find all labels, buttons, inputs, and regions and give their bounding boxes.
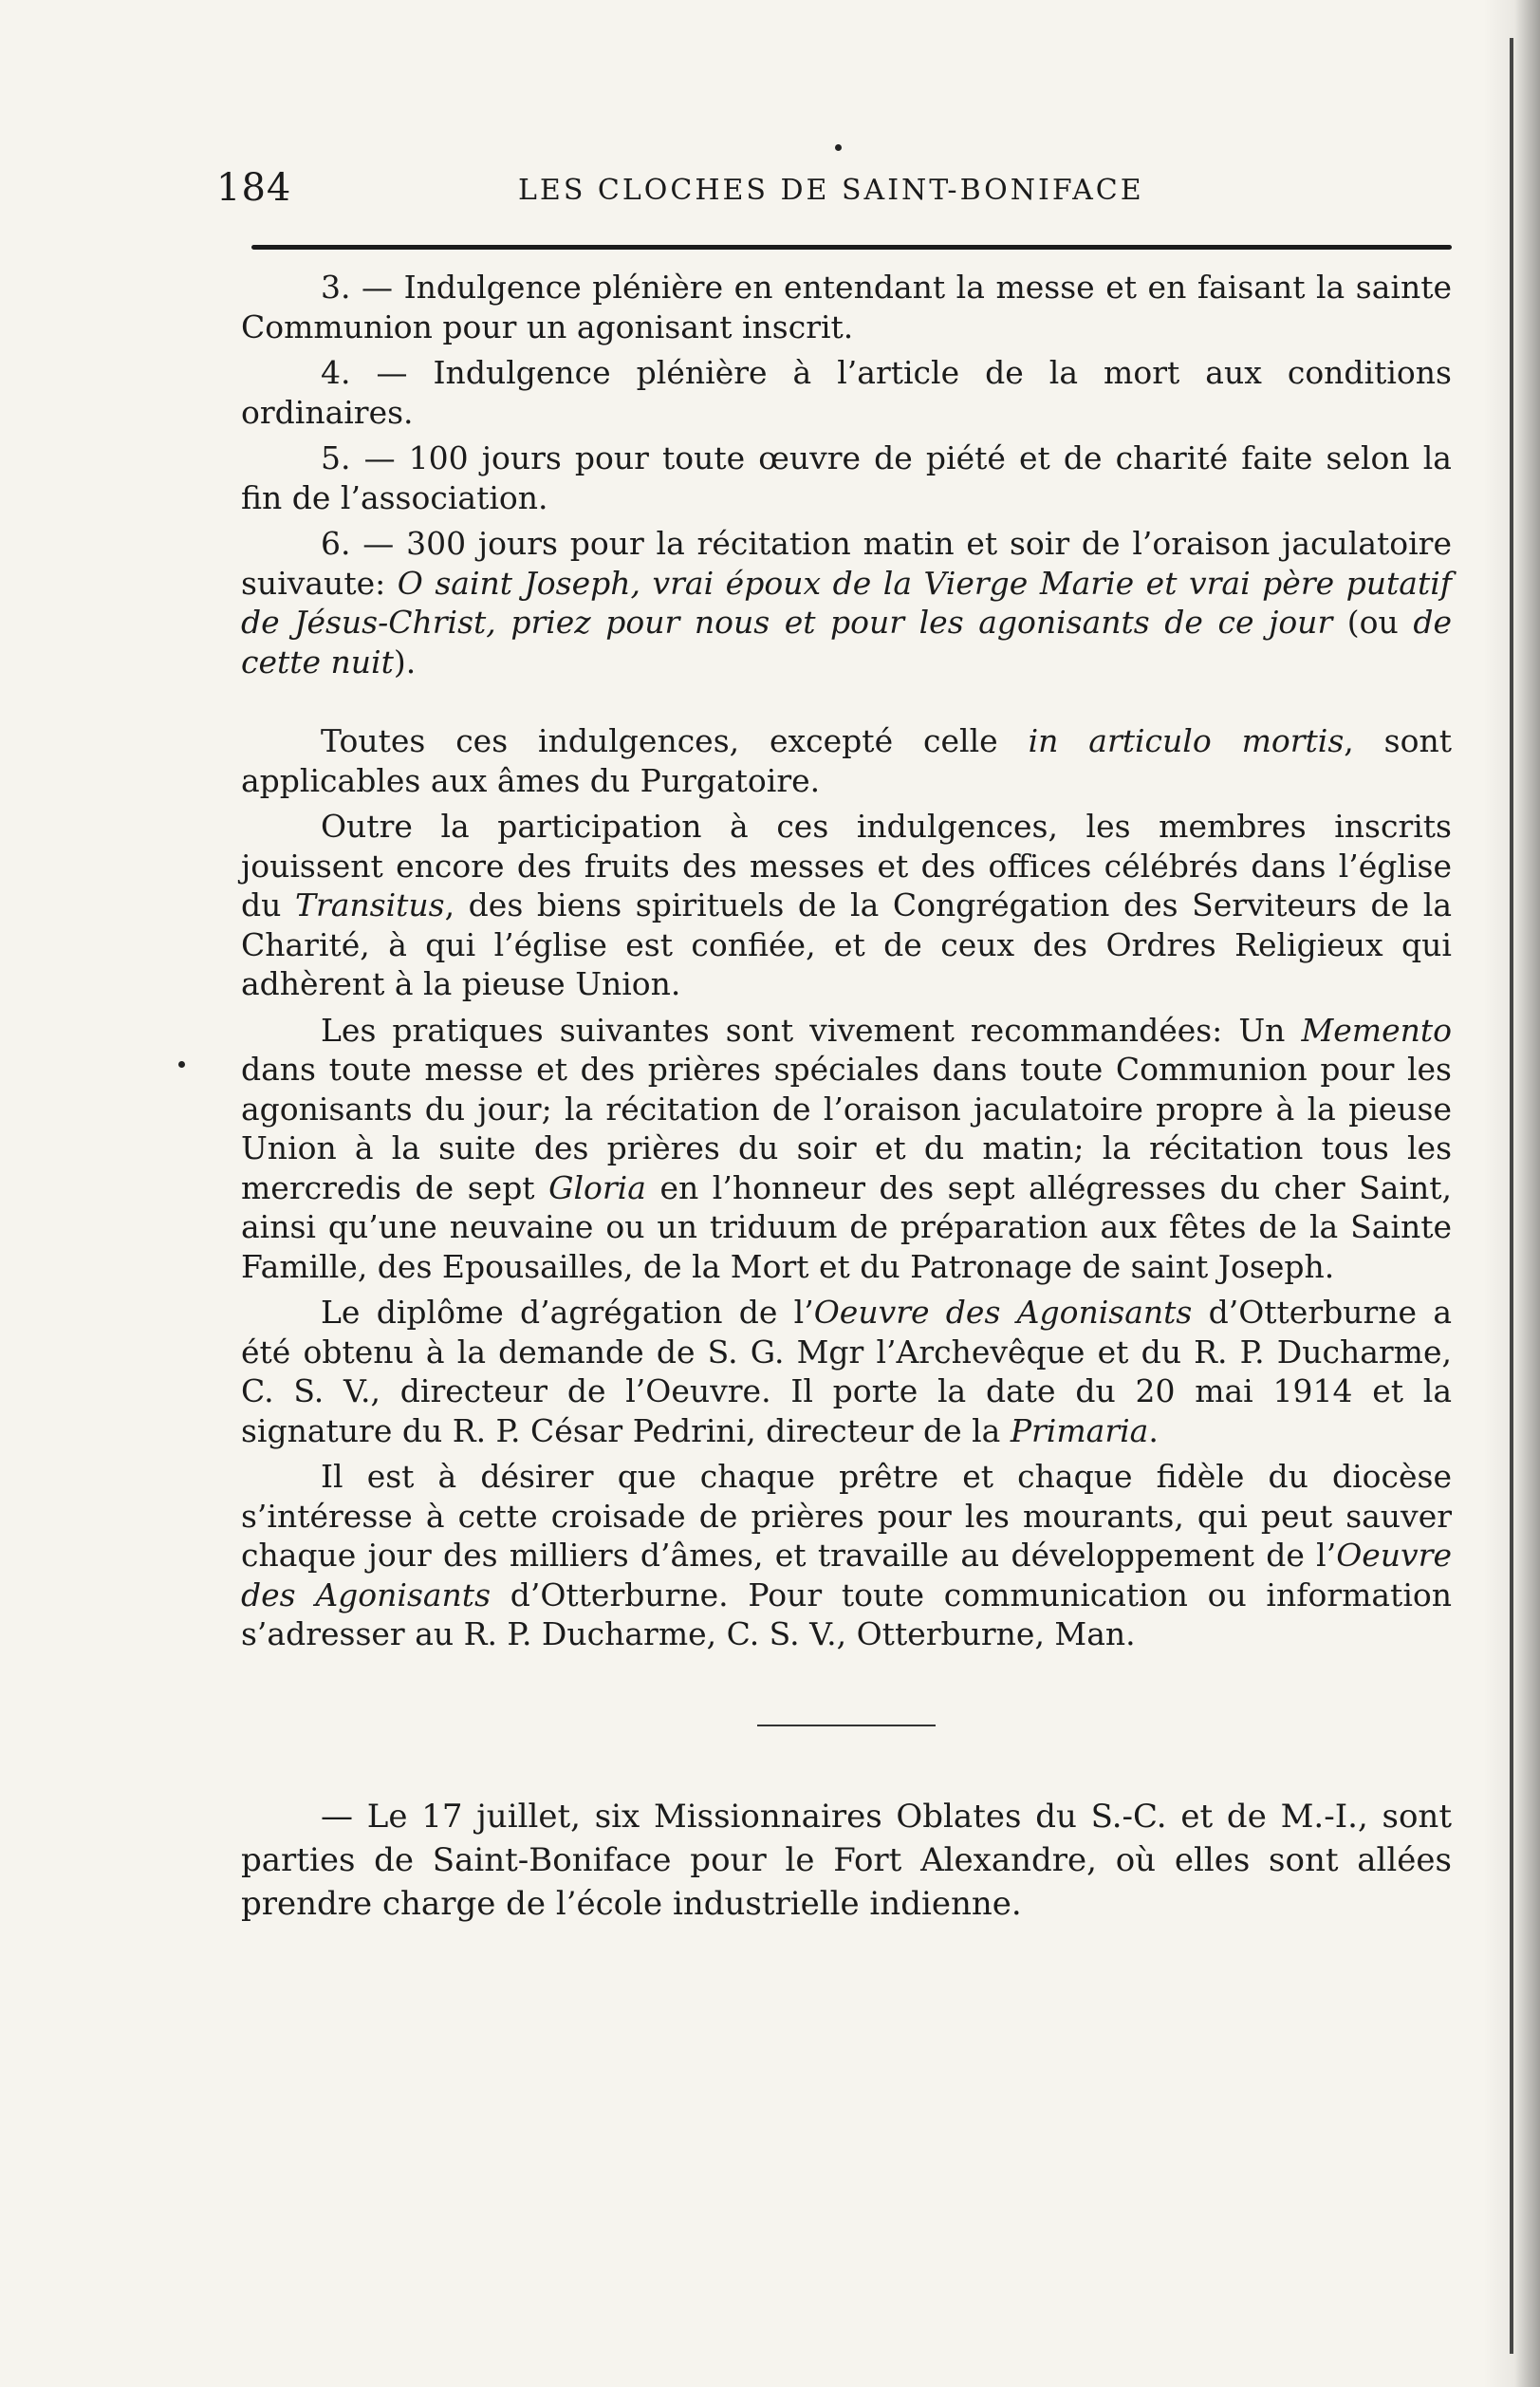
italic-latin: in articulo mortis — [1028, 722, 1345, 759]
paragraph-news: — Le 17 juillet, six Missionnaires Oblates du S.-C. et de M.-I., sont parties de Saint-Boniface pour le Fort Alexandre, où elles sont allées prendre charge de l’école industrielle indienne. — [241, 1797, 1452, 1923]
page-header — [216, 166, 1186, 223]
text-run: d’Otterburne a été obtenu à la demande de S. G. Mgr l’Archevêque et du R. P. Ducharme, C. S. V., directeur de l’Oeuvre. Il porte la date du 20 mai 1914 et la signature du R. P. César Pedrini, directeur de la — [241, 1294, 1452, 1449]
running-title: LES CLOCHES DE SAINT-BONIFACE — [518, 174, 1144, 207]
paragraph-indulgence-5: 5. — 100 jours pour toute œuvre de piété et de charité faite selon la fin de l’association. — [241, 439, 1452, 516]
text-run: d’Otterburne. Pour toute communication ou information s’adresser au R. P. Ducharme, C. S. V., Otterburne, Man. — [241, 1576, 1452, 1652]
italic-text: Gloria — [548, 1168, 646, 1206]
paragraph-indulgence-6 — [241, 524, 1452, 681]
paragraph-indulgence-3: 3. — Indulgence plénière en entendant la messe et en faisant la sainte Communion pour un agonisant inscrit. — [241, 269, 1452, 345]
italic-text: Transitus — [294, 886, 445, 923]
text-run: Le diplôme d’agrégation de l’ — [321, 1294, 814, 1331]
text-run: (ou — [1332, 604, 1414, 641]
ink-speck — [178, 1061, 185, 1068]
italic-text: Primaria — [1010, 1411, 1149, 1449]
text-run: , des biens spirituels de la Congrégation des Serviteurs de la Charité, à qui l’église est confiée, et de ceux des Ordres Religieux qui adhèrent à la pieuse Union. — [241, 886, 1452, 1002]
text-run: Outre la participation à ces indulgences, les membres inscrits jouissent encore des fruits des messes et des offices célébrés dans l’église du — [241, 808, 1452, 923]
italic-text: Oeuvre des Agonisants — [813, 1294, 1193, 1331]
paragraph-participation — [241, 807, 1452, 1004]
text-run: 6. — 300 jours pour la récitation matin et soir de l’oraison jaculatoire suivaute: — [241, 525, 1452, 602]
page-body — [241, 268, 1452, 1932]
section-separator — [757, 1725, 936, 1726]
italic-text: Oeuvre des Agonisants — [241, 1537, 1452, 1613]
ink-speck — [835, 144, 842, 151]
text-run: Les pratiques suivantes sont vivement recommandées: Un — [321, 1011, 1302, 1049]
text-run: , sont applicables aux âmes du Purgatoire. — [241, 722, 1452, 799]
paragraph-applicable — [241, 721, 1452, 800]
paragraph-appeal — [241, 1457, 1452, 1654]
paragraph-diploma — [241, 1293, 1452, 1450]
italic-text: de cette nuit — [241, 604, 1452, 681]
text-run: . — [1148, 1411, 1159, 1449]
page-edge-line — [1510, 38, 1513, 2354]
paragraph-indulgence-4: 4. — Indulgence plénière à l’article de la mort aux conditions ordinaires. — [241, 354, 1452, 431]
text-run: en l’honneur des sept allégresses du cher Saint, ainsi qu’une neuvaine ou un triduum de préparation aux fêtes de la Sainte Famille, des Epousailles, de la Mort et du Patronage de saint Joseph. — [241, 1168, 1452, 1285]
text-run: Toutes ces indulgences, excepté celle — [321, 722, 1029, 759]
text-run: ). — [393, 643, 417, 681]
italic-text: Memento — [1301, 1011, 1452, 1049]
page-number: 184 — [216, 166, 292, 210]
text-run: Il est à désirer que chaque prêtre et chaque fidèle du diocèse s’intéresse à cette croisade de prières pour les mourants, qui peut sauver chaque jour des milliers d’âmes, et travaille au développement de l’ — [241, 1458, 1452, 1574]
paragraph-practices — [241, 1011, 1452, 1287]
header-rule — [251, 245, 1452, 250]
italic-prayer: O saint Joseph, vrai époux de la Vierge Marie et vrai père putatif de Jésus-Christ, priez pour nous et pour les agonisants de ce jour — [241, 564, 1453, 641]
text-run: dans toute messe et des prières spéciales dans toute Communion pour les agonisants du jour; la récitation de l’oraison jaculatoire propre à la pieuse Union à la suite des prières du soir et du matin; la récitation tous les mercredis de sept — [241, 1051, 1452, 1206]
